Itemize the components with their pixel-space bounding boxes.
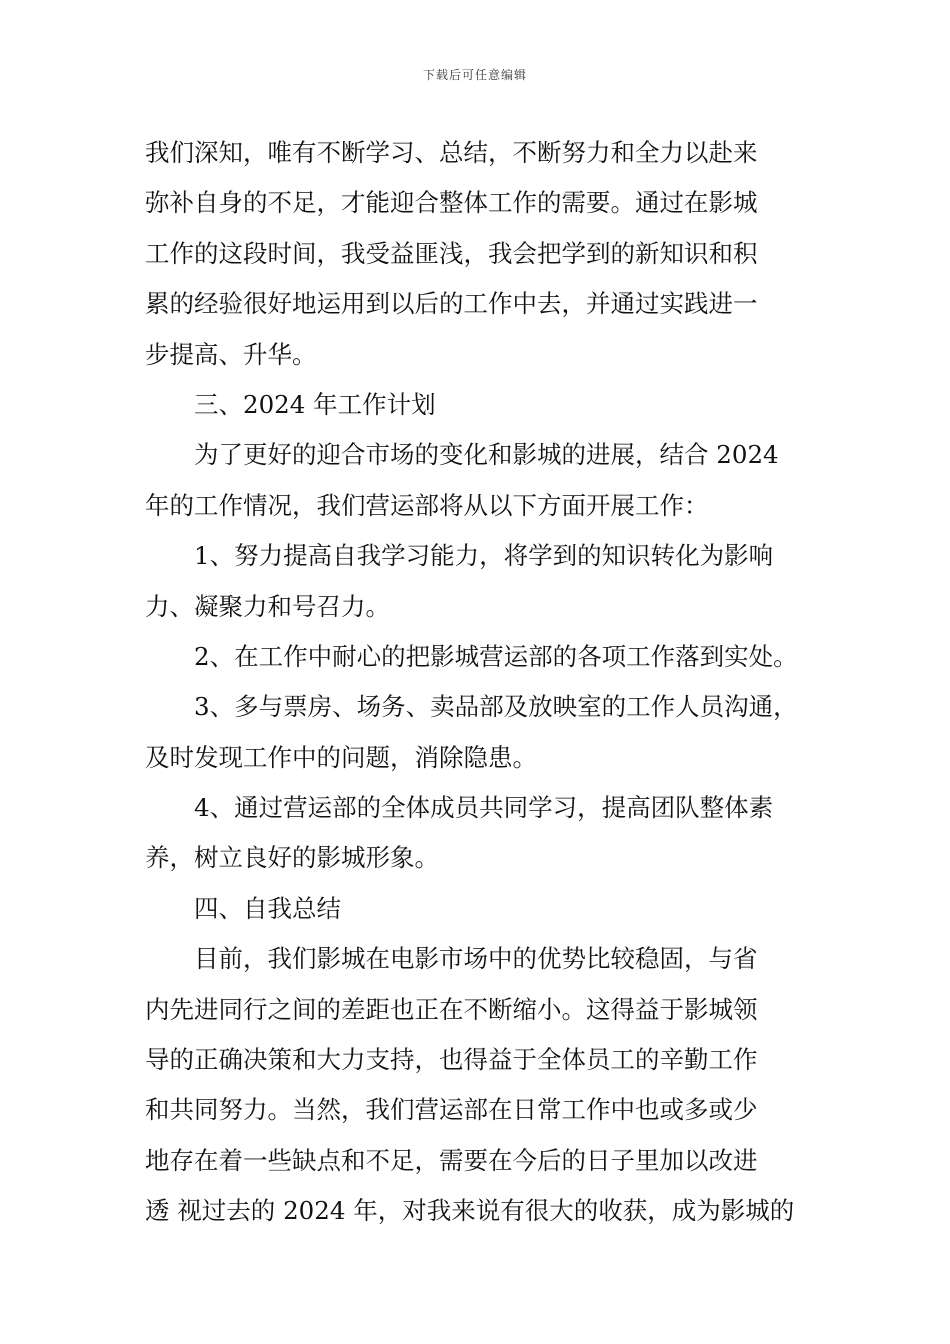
text-line: 养，树立良好的影城形象。: [145, 843, 439, 873]
text-line: 内先进同行之间的差距也正在不断缩小。这得益于影城领: [145, 994, 758, 1024]
text-line: 工作的这段时间，我受益匪浅，我会把学到的新知识和积: [145, 238, 758, 268]
list-item: 2、在工作中耐心的把影城营运部的各项工作落到实处。: [194, 641, 798, 671]
text-line: 导的正确决策和大力支持，也得益于全体员工的辛勤工作: [145, 1045, 758, 1075]
text-line: 我们深知，唯有不断学习、总结，不断努力和全力以赴来: [145, 138, 758, 167]
list-item: 1、努力提高自我学习能力，将学到的知识转化为影响: [194, 541, 774, 571]
text-line: 年的工作情况，我们营运部将从以下方面开展工作：: [145, 490, 709, 520]
text-line: 地存在着一些缺点和不足，需要在今后的日子里加以改进: [145, 1145, 758, 1175]
text-line: 和共同努力。当然，我们营运部在日常工作中也或多或少: [145, 1095, 758, 1125]
section-heading: 三、2024 年工作计划: [194, 389, 436, 419]
text-line: 步提高、升华。: [145, 339, 317, 369]
text-line: 弥补自身的不足，才能迎合整体工作的需要。通过在影城: [145, 188, 758, 218]
text-line: 目前，我们影城在电影市场中的优势比较稳固，与省: [194, 944, 758, 974]
text-line: 力、凝聚力和号召力。: [145, 591, 390, 621]
section-heading: 四、自我总结: [194, 893, 341, 923]
text-line: 累的经验很好地运用到以后的工作中去，并通过实践进一: [145, 289, 758, 319]
text-line: 为了更好的迎合市场的变化和影城的进展，结合 2024: [194, 440, 779, 470]
text-line: 及时发现工作中的问题，消除隐患。: [145, 742, 537, 772]
document-body: [145, 128, 813, 1237]
list-item: 4、通过营运部的全体成员共同学习，提高团队整体素: [194, 793, 774, 823]
text-line: 透 视过去的 2024 年，对我来说有很大的收获，成为影城的: [145, 1196, 795, 1226]
list-item: 3、多与票房、场务、卖品部及放映室的工作人员沟通，: [194, 692, 798, 722]
page-header: 下载后可任意编辑: [422, 68, 527, 82]
